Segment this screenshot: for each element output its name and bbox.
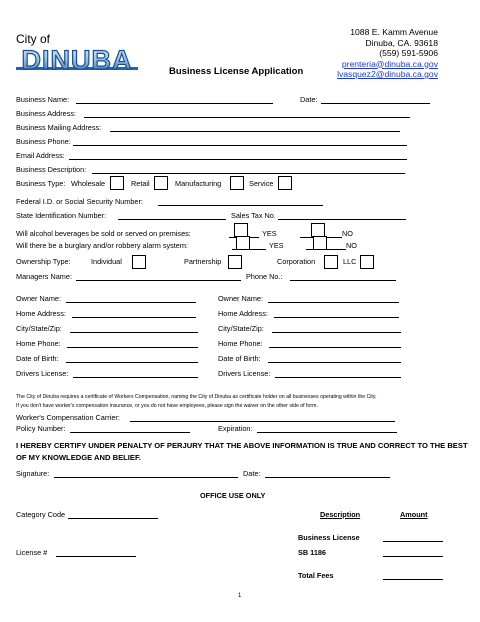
page-title: Business License Application (169, 66, 304, 77)
ownership-type-label: Ownership Type: (16, 257, 71, 266)
license-number-field[interactable] (56, 556, 136, 557)
service-label: Service (249, 179, 274, 188)
comp-carrier-label: Worker's Compensation Carrier: (16, 413, 120, 422)
business-address-label: Business Address: (16, 109, 77, 118)
owner1-city-field[interactable] (70, 332, 198, 333)
phone-line: (559) 591-5906 (379, 48, 438, 58)
alcohol-no-checkbox[interactable] (311, 223, 325, 237)
alcohol-no-label: NO (342, 229, 353, 238)
owner2-city-field[interactable] (272, 332, 401, 333)
certify-statement-line-2: OF MY KNOWLEDGE AND BELIEF. (16, 453, 141, 462)
owner1-city-label: City/State/Zip: (16, 324, 62, 333)
manager-phone-field[interactable] (290, 280, 396, 281)
owner1-dob-field[interactable] (66, 362, 198, 363)
business-name-field[interactable] (76, 103, 273, 104)
owner1-name-label: Owner Name: (16, 294, 62, 303)
owner1-address-field[interactable] (72, 317, 196, 318)
individual-checkbox[interactable] (132, 255, 146, 269)
expiration-label: Expiration: (218, 424, 253, 433)
owner2-name-field[interactable] (268, 302, 399, 303)
mailing-address-label: Business Mailing Address: (16, 123, 102, 132)
owner1-phone-label: Home Phone: (16, 339, 61, 348)
alarm-yes-checkbox[interactable] (236, 236, 250, 250)
signature-date-label: Date: (243, 469, 261, 478)
wholesale-label: Wholesale (71, 179, 106, 188)
business-license-amount-field[interactable] (383, 541, 443, 542)
address-line: 1088 E. Kamm Avenue (350, 27, 438, 37)
alarm-no-label: NO (346, 241, 357, 250)
page-number: 1 (238, 593, 242, 599)
office-use-heading: OFFICE USE ONLY (200, 491, 266, 500)
workers-comp-notice-1: The City of Dinuba requires a certificate of Workers Compensation, naming the City of Dinuba as certificate holder on all businesses operating within the City. (16, 394, 377, 400)
owner1-license-label: Drivers License: (16, 369, 69, 378)
owner1-address-label: Home Address: (16, 309, 66, 318)
llc-checkbox[interactable] (360, 255, 374, 269)
city-address-block (337, 27, 438, 80)
email-address-field[interactable] (69, 159, 407, 160)
workers-comp-notice-2: If you don't have worker's compensation insurance, or you do not have employees, please sign the waiver on the other side of form. (16, 403, 318, 409)
business-description-field[interactable] (92, 173, 405, 174)
owner2-license-label: Drivers License: (218, 369, 271, 378)
city-of-label: City of (16, 32, 51, 46)
individual-label: Individual (91, 257, 122, 266)
wholesale-checkbox[interactable] (110, 176, 124, 190)
manufacturing-label: Manufacturing (175, 179, 222, 188)
signature-label: Signature: (16, 469, 50, 478)
owner2-address-field[interactable] (274, 317, 399, 318)
signature-field[interactable] (54, 477, 238, 478)
business-type-label: Business Type: (16, 179, 66, 188)
date-field[interactable] (321, 103, 430, 104)
owner2-city-label: City/State/Zip: (218, 324, 264, 333)
llc-label: LLC (343, 257, 357, 266)
owner2-phone-field[interactable] (269, 347, 401, 348)
certify-statement-line-1: I HEREBY CERTIFY UNDER PENALTY OF PERJURY THAT THE ABOVE INFORMATION IS TRUE AND CORRECT TO THE BEST (16, 441, 468, 450)
federal-id-label: Federal I.D. or Social Security Number: (16, 197, 143, 206)
managers-name-label: Managers Name: (16, 272, 72, 281)
federal-id-field[interactable] (158, 205, 323, 206)
dinuba-logo (16, 47, 138, 75)
service-checkbox[interactable] (278, 176, 292, 190)
owner2-phone-label: Home Phone: (218, 339, 263, 348)
business-address-field[interactable] (84, 117, 410, 118)
business-phone-label: Business Phone: (16, 137, 71, 146)
sales-tax-label: Sales Tax No. (231, 211, 276, 220)
state-id-field[interactable] (118, 219, 226, 220)
partnership-label: Partnership (184, 257, 222, 266)
logo-text: DINUBA (21, 47, 133, 75)
business-description-label: Business Description: (16, 165, 87, 174)
retail-label: Retail (131, 179, 150, 188)
email-address-label: Email Address: (16, 151, 65, 160)
owner2-dob-field[interactable] (268, 362, 401, 363)
description-heading: Description (320, 510, 361, 519)
retail-checkbox[interactable] (154, 176, 168, 190)
category-code-field[interactable] (68, 518, 158, 519)
partnership-checkbox[interactable] (228, 255, 242, 269)
alarm-no-checkbox[interactable] (313, 236, 327, 250)
owner2-address-label: Home Address: (218, 309, 268, 318)
owner1-name-field[interactable] (66, 302, 196, 303)
sb1186-label: SB 1186 (298, 548, 326, 557)
owner1-license-field[interactable] (73, 377, 198, 378)
policy-number-label: Policy Number: (16, 424, 66, 433)
date-label: Date: (300, 95, 318, 104)
total-fees-label: Total Fees (298, 571, 334, 580)
category-code-label: Category Code (16, 510, 66, 519)
license-number-label: License # (16, 548, 48, 557)
expiration-field[interactable] (257, 432, 397, 433)
alcohol-yes-checkbox[interactable] (234, 223, 248, 237)
corporation-label: Corporation (277, 257, 316, 266)
owner2-license-field[interactable] (275, 377, 401, 378)
comp-carrier-field[interactable] (130, 421, 395, 422)
business-phone-field[interactable] (73, 145, 407, 146)
alcohol-yes-label: YES (262, 229, 277, 238)
alarm-yes-label: YES (269, 241, 284, 250)
email-link-2[interactable]: lvasquez2@dinuba.ca.gov (337, 69, 438, 79)
amount-heading: Amount (400, 510, 428, 519)
manufacturing-checkbox[interactable] (230, 176, 244, 190)
owner2-name-label: Owner Name: (218, 294, 264, 303)
city-line: Dinuba, CA. 93618 (365, 37, 438, 48)
alarm-question: Will there be a burglary and/or robbery alarm system: (16, 241, 188, 250)
corporation-checkbox[interactable] (324, 255, 338, 269)
owner1-dob-label: Date of Birth: (16, 354, 59, 363)
owner1-phone-field[interactable] (67, 347, 198, 348)
manager-phone-label: Phone No.: (246, 272, 283, 281)
alcohol-question: Will alcohol beverages be sold or served on premises: (16, 229, 191, 238)
state-id-label: State Identification Number: (16, 211, 107, 220)
owner2-dob-label: Date of Birth: (218, 354, 261, 363)
business-name-label: Business Name: (16, 95, 70, 104)
managers-name-field[interactable] (76, 280, 241, 281)
business-license-fee-label: Business License (298, 533, 360, 542)
sb1186-amount-field[interactable] (383, 556, 443, 557)
mailing-address-field[interactable] (110, 131, 400, 132)
sales-tax-field[interactable] (278, 219, 406, 220)
total-fees-amount-field[interactable] (383, 579, 443, 580)
policy-number-field[interactable] (70, 432, 190, 433)
signature-date-field[interactable] (265, 477, 390, 478)
email-link-1[interactable]: prenteria@dinuba.ca.gov (341, 58, 438, 69)
